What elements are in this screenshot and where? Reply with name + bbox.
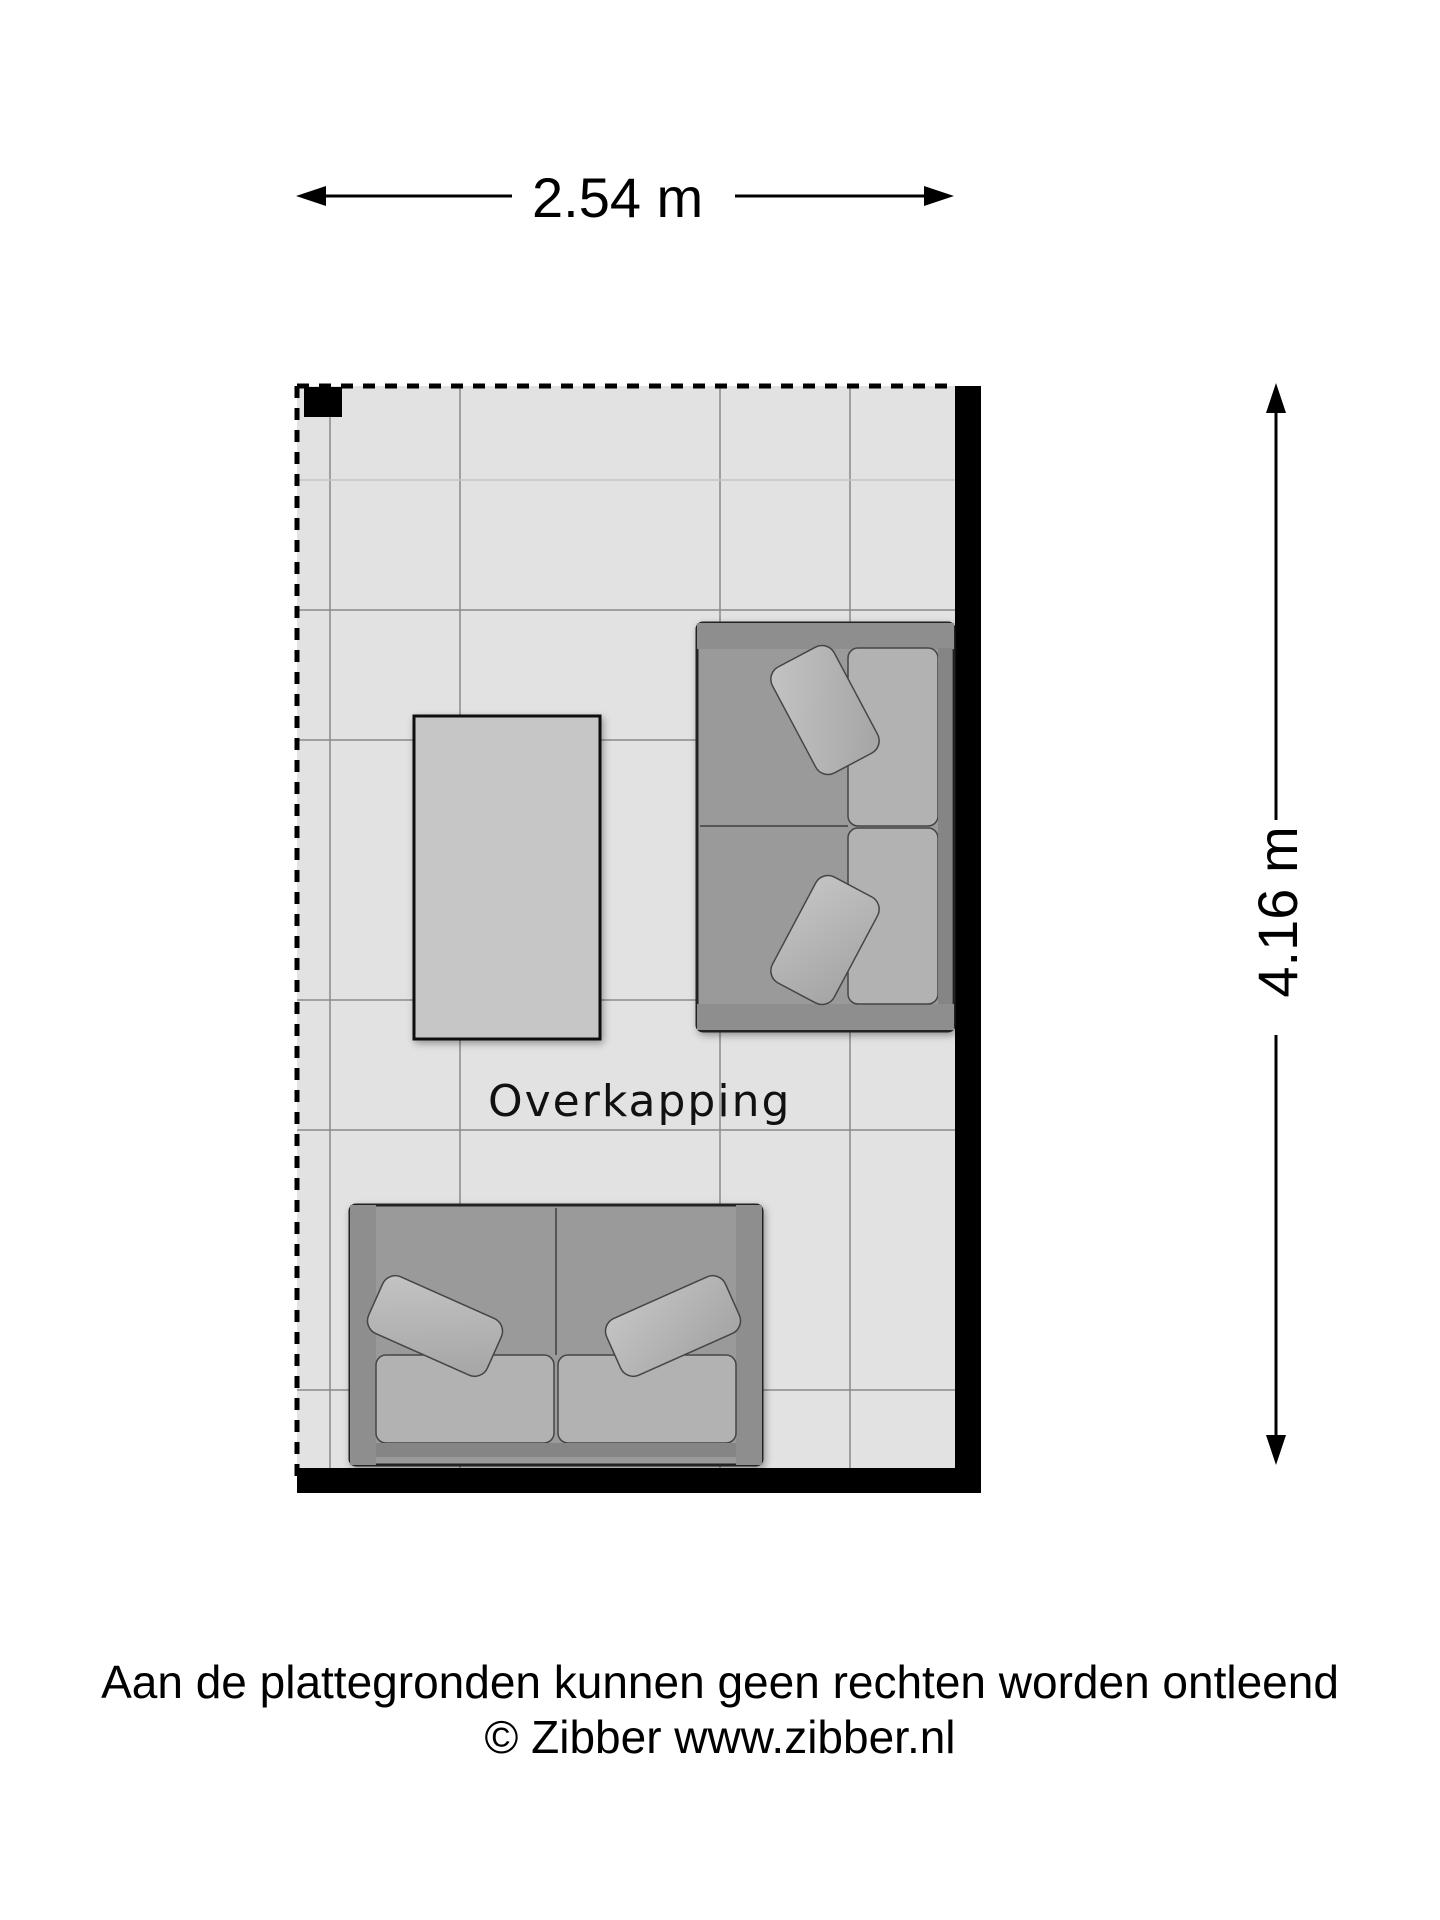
arrow-down-icon	[1266, 1435, 1286, 1465]
arrow-left-icon	[296, 186, 326, 206]
room-name-label: Overkapping	[488, 1076, 792, 1127]
sofa-icon	[350, 1205, 762, 1465]
arrow-up-icon	[1266, 383, 1286, 413]
wall-bottom	[297, 1468, 981, 1493]
wall-right	[955, 386, 981, 1493]
corner-post	[304, 387, 342, 417]
disclaimer-text: Aan de plattegronden kunnen geen rechten worden ontleend	[101, 1656, 1339, 1708]
arrow-right-icon	[924, 186, 954, 206]
width-dimension-label: 2.54 m	[532, 166, 704, 229]
copyright-text: © Zibber www.zibber.nl	[484, 1711, 956, 1764]
height-dimension-label: 4.16 m	[1246, 826, 1309, 998]
footer	[0, 1655, 1440, 1765]
coffee-table-icon	[414, 716, 600, 1039]
sofa-icon	[697, 623, 954, 1031]
